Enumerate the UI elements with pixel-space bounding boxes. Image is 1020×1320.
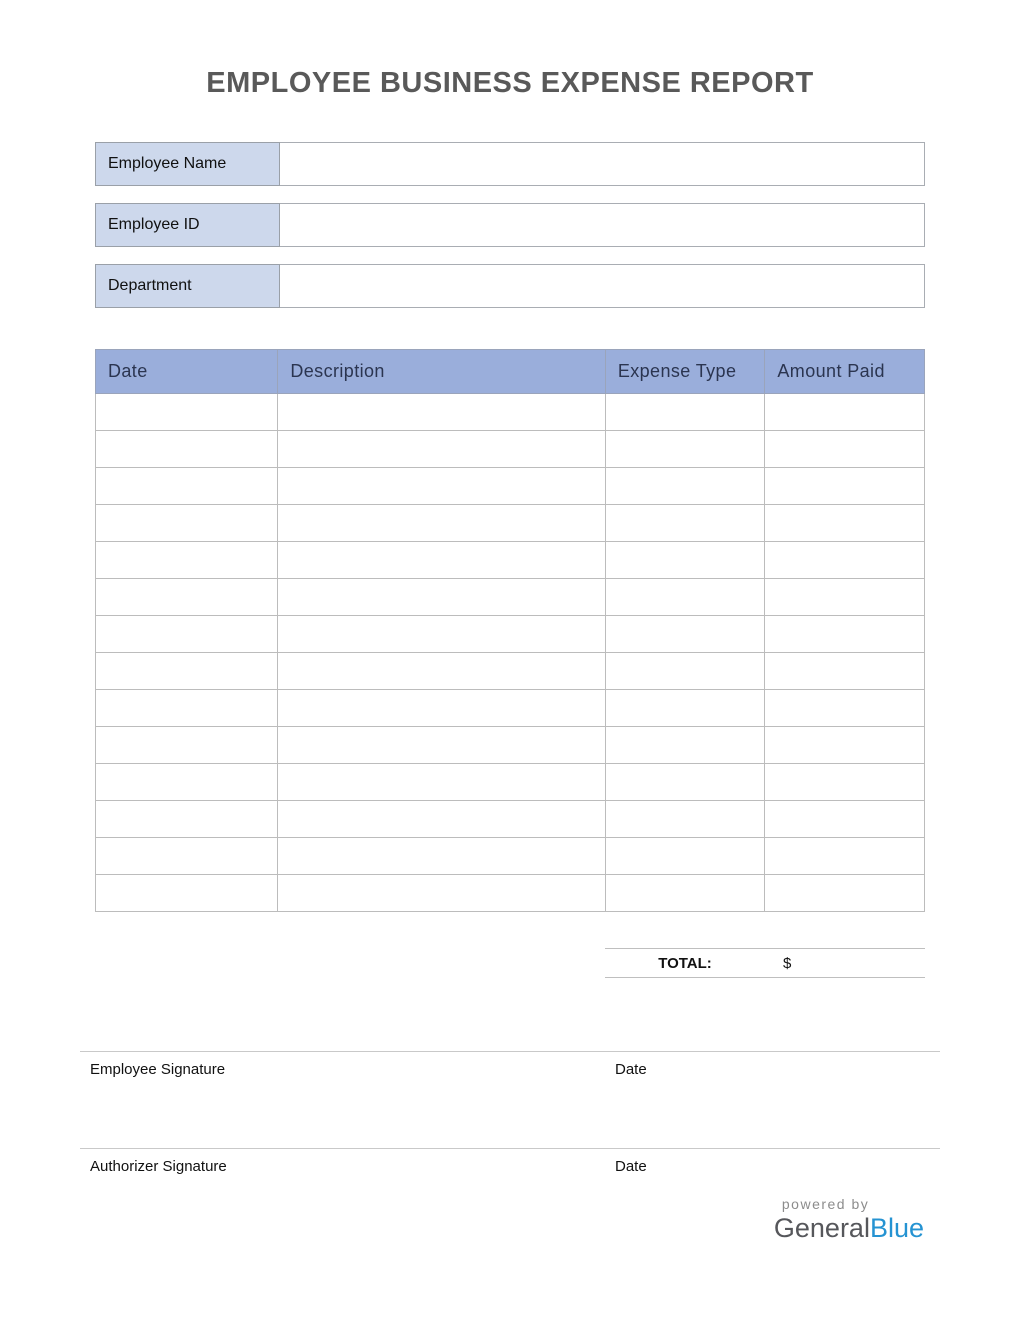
cell-description[interactable] (278, 653, 605, 690)
cell-amount-paid[interactable] (765, 431, 925, 468)
cell-amount-paid[interactable] (765, 542, 925, 579)
expense-table-body (96, 394, 925, 912)
cell-description[interactable] (278, 764, 605, 801)
cell-expense-type[interactable] (605, 838, 765, 875)
cell-expense-type[interactable] (605, 690, 765, 727)
expense-row (96, 764, 925, 801)
expense-row (96, 431, 925, 468)
cell-amount-paid[interactable] (765, 801, 925, 838)
expense-row (96, 579, 925, 616)
expense-row (96, 653, 925, 690)
employee-name-label: Employee Name (95, 142, 280, 186)
content-area (0, 142, 1020, 978)
total-label: TOTAL: (658, 954, 712, 972)
cell-description[interactable] (278, 690, 605, 727)
cell-amount-paid[interactable] (765, 616, 925, 653)
expense-row (96, 468, 925, 505)
cell-expense-type[interactable] (605, 801, 765, 838)
cell-description[interactable] (278, 579, 605, 616)
employee-signature-label: Employee Signature (90, 1061, 226, 1078)
expense-row (96, 542, 925, 579)
cell-expense-type[interactable] (605, 764, 765, 801)
cell-amount-paid[interactable] (765, 838, 925, 875)
authorizer-signature-date-label: Date (615, 1158, 647, 1175)
column-header-description: Description (278, 350, 605, 394)
cell-date[interactable] (96, 875, 278, 912)
column-header-amount-paid: Amount Paid (765, 350, 925, 394)
total-row (605, 948, 925, 978)
field-row-employee-id (95, 203, 925, 247)
column-header-date: Date (96, 350, 278, 394)
cell-date[interactable] (96, 431, 278, 468)
cell-expense-type[interactable] (605, 542, 765, 579)
expense-row (96, 616, 925, 653)
cell-date[interactable] (96, 394, 278, 431)
expense-row (96, 505, 925, 542)
cell-description[interactable] (278, 727, 605, 764)
cell-amount-paid[interactable] (765, 727, 925, 764)
cell-expense-type[interactable] (605, 616, 765, 653)
cell-expense-type[interactable] (605, 505, 765, 542)
cell-date[interactable] (96, 616, 278, 653)
cell-expense-type[interactable] (605, 875, 765, 912)
cell-date[interactable] (96, 764, 278, 801)
brand-footer (774, 1196, 924, 1244)
cell-description[interactable] (278, 431, 605, 468)
expense-table-wrap (95, 349, 925, 912)
column-header-expense-type: Expense Type (605, 350, 765, 394)
cell-description[interactable] (278, 468, 605, 505)
cell-description[interactable] (278, 394, 605, 431)
employee-id-input[interactable] (280, 203, 925, 247)
cell-date[interactable] (96, 579, 278, 616)
cell-description[interactable] (278, 838, 605, 875)
expense-table-header-row (96, 350, 925, 394)
employee-signature-block (80, 1051, 940, 1078)
signature-section (80, 1051, 940, 1175)
cell-date[interactable] (96, 801, 278, 838)
cell-date[interactable] (96, 505, 278, 542)
cell-date[interactable] (96, 468, 278, 505)
cell-amount-paid[interactable] (765, 653, 925, 690)
cell-amount-paid[interactable] (765, 579, 925, 616)
employee-name-input[interactable] (280, 142, 925, 186)
employee-info-fields (95, 142, 925, 308)
cell-amount-paid[interactable] (765, 875, 925, 912)
cell-amount-paid[interactable] (765, 764, 925, 801)
expense-row (96, 394, 925, 431)
expense-row (96, 690, 925, 727)
authorizer-signature-label: Authorizer Signature (90, 1158, 227, 1175)
expense-table (95, 349, 925, 912)
cell-amount-paid[interactable] (765, 505, 925, 542)
cell-description[interactable] (278, 542, 605, 579)
cell-amount-paid[interactable] (765, 468, 925, 505)
cell-date[interactable] (96, 838, 278, 875)
employee-signature-date-label: Date (615, 1061, 647, 1078)
expense-row (96, 727, 925, 764)
cell-date[interactable] (96, 727, 278, 764)
expense-row (96, 875, 925, 912)
general-blue-logo (774, 1212, 924, 1244)
cell-expense-type[interactable] (605, 394, 765, 431)
cell-amount-paid[interactable] (765, 690, 925, 727)
brand-primary-text: General (773, 1213, 870, 1243)
field-row-department (95, 264, 925, 308)
expense-row (96, 801, 925, 838)
cell-expense-type[interactable] (605, 579, 765, 616)
cell-expense-type[interactable] (605, 431, 765, 468)
cell-expense-type[interactable] (605, 727, 765, 764)
total-currency-symbol: $ (783, 954, 792, 972)
expense-row (96, 838, 925, 875)
cell-description[interactable] (278, 505, 605, 542)
cell-expense-type[interactable] (605, 468, 765, 505)
field-row-employee-name (95, 142, 925, 186)
powered-by-text: powered by (781, 1196, 870, 1212)
employee-id-label: Employee ID (95, 203, 280, 247)
department-label: Department (95, 264, 280, 308)
department-input[interactable] (280, 264, 925, 308)
page-title: EMPLOYEE BUSINESS EXPENSE REPORT (206, 67, 814, 99)
cell-description[interactable] (278, 875, 605, 912)
cell-description[interactable] (278, 616, 605, 653)
authorizer-signature-block (80, 1148, 940, 1175)
cell-date[interactable] (96, 653, 278, 690)
cell-expense-type[interactable] (605, 653, 765, 690)
brand-accent-text: Blue (869, 1213, 924, 1243)
cell-description[interactable] (278, 801, 605, 838)
cell-amount-paid[interactable] (765, 394, 925, 431)
cell-date[interactable] (96, 690, 278, 727)
cell-date[interactable] (96, 542, 278, 579)
